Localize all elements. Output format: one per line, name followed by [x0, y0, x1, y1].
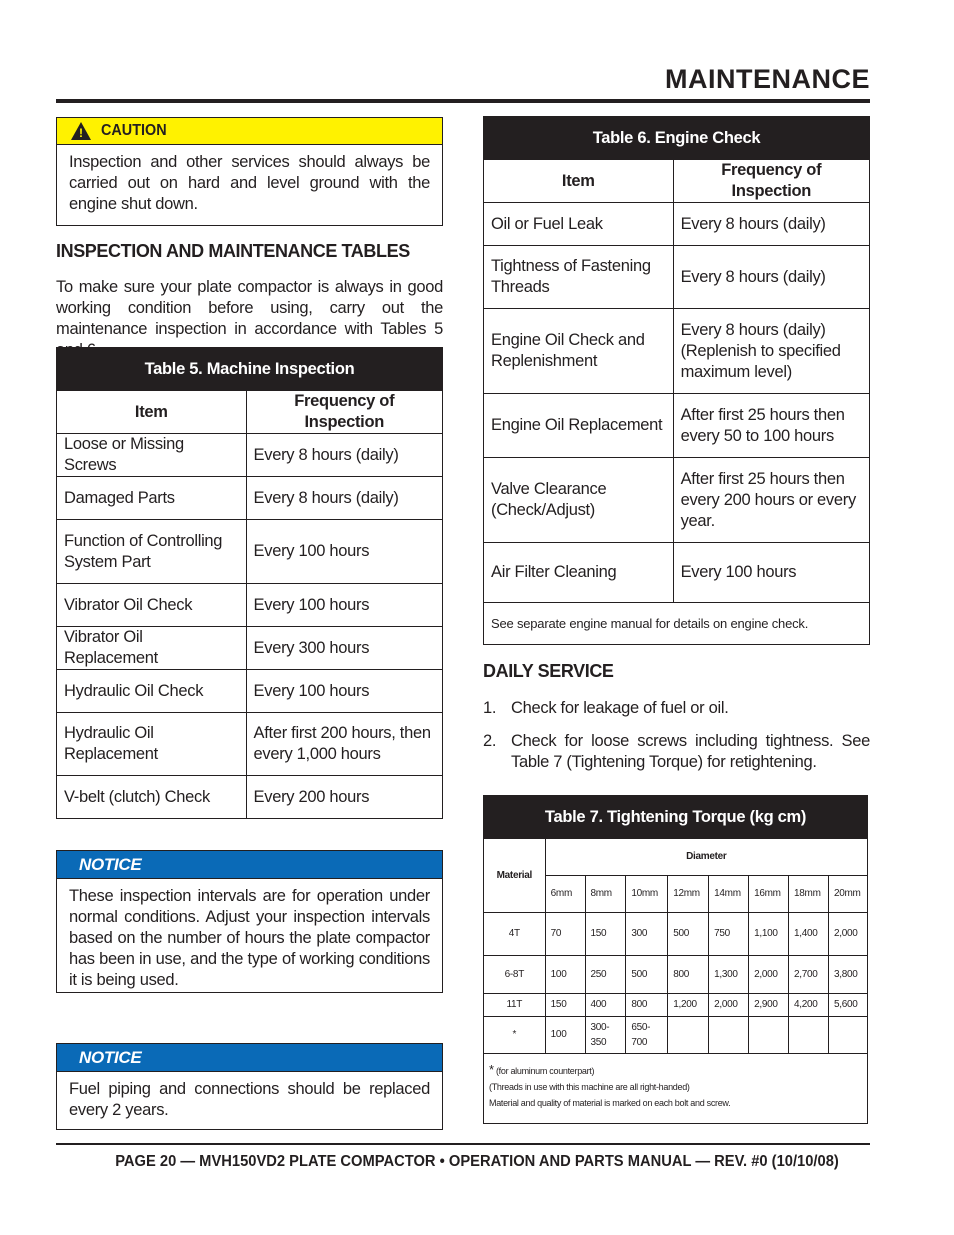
table6-freq: After first 25 hours then every 200 hours or every year. [673, 458, 869, 543]
table7-value: 5,600 [828, 994, 867, 1017]
table6-footnote: See separate engine manual for details on engine check. [484, 603, 870, 645]
table-row [484, 913, 868, 956]
table7-diameter: 14mm [709, 876, 749, 913]
table7-value: 100 [545, 956, 585, 994]
table7-note: (for aluminum counterpart) [495, 1066, 595, 1076]
table5-freq: After first 200 hours, then every 1,000 hours [246, 713, 442, 776]
table5-item: Hydraulic Oil Replacement [57, 713, 247, 776]
table7-value: 800 [626, 994, 668, 1017]
table6-freq: Every 8 hours (daily) (Replenish to specified maximum level) [673, 309, 869, 394]
table5-item: Loose or Missing Screws [57, 434, 247, 477]
table5-item: Vibrator Oil Check [57, 584, 247, 627]
table7-diameter: 16mm [749, 876, 789, 913]
table6-freq: After first 25 hours then every 50 to 100 hours [673, 394, 869, 458]
table-row [484, 246, 870, 309]
table5-item: Function of Controlling System Part [57, 520, 247, 584]
table7-note: (Threads in use with this machine are all right-handed) [489, 1082, 690, 1092]
table5-col-frequency: Frequency of Inspection [246, 391, 442, 434]
table7-value: 1,100 [749, 913, 789, 956]
table5-item: Damaged Parts [57, 477, 247, 520]
list-item [483, 731, 870, 773]
table-row [57, 776, 443, 819]
table-tightening-torque [483, 795, 868, 1124]
table7-caption: Table 7. Tightening Torque (kg cm) [484, 796, 868, 839]
table7-value: 800 [668, 956, 709, 994]
table7-value: 100 [545, 1017, 585, 1054]
list-number: 1. [483, 699, 497, 717]
inspection-heading: INSPECTION AND MAINTENANCE TABLES [56, 241, 410, 261]
notice-label: NOTICE [57, 1044, 442, 1072]
table7-value: 1,400 [789, 913, 829, 956]
table7-value: 1,200 [668, 994, 709, 1017]
header-rule [56, 99, 870, 103]
table7-value: 150 [585, 913, 626, 956]
table7-material: 6-8T [484, 956, 546, 994]
table5-item: Vibrator Oil Replacement [57, 627, 247, 670]
table7-value: 70 [545, 913, 585, 956]
page-title: MAINTENANCE [665, 64, 870, 94]
table7-value [789, 1017, 829, 1054]
table6-col-frequency: Frequency of Inspection [673, 160, 869, 203]
table6-item: Air Filter Cleaning [484, 543, 674, 603]
notice-box-intervals [56, 850, 443, 993]
table6-item: Tightness of Fastening Threads [484, 246, 674, 309]
table7-diameter: 12mm [668, 876, 709, 913]
table7-material: * [484, 1017, 546, 1054]
caution-text: Inspection and other services should always be carried out on hard and level ground with the engine shut down. [69, 153, 430, 213]
caution-box [56, 117, 443, 226]
table7-value: 400 [585, 994, 626, 1017]
table5-item: V-belt (clutch) Check [57, 776, 247, 819]
table6-item: Engine Oil Check and Replenishment [484, 309, 674, 394]
table7-value: 2,700 [789, 956, 829, 994]
table7-value: 300 [626, 913, 668, 956]
table-row [484, 309, 870, 394]
notice-text: These inspection intervals are for operation under normal conditions. Adjust your inspection intervals based on the number of hours the plate compactor has been in use, and the type of working conditions it is being used. [69, 887, 430, 989]
notice-box-fuel-piping [56, 1043, 443, 1130]
table7-value: 650-700 [626, 1017, 668, 1054]
table6-freq: Every 8 hours (daily) [673, 203, 869, 246]
table-row [484, 956, 868, 994]
table7-col-diameter: Diameter [545, 839, 867, 876]
table5-freq: Every 100 hours [246, 520, 442, 584]
table7-diameter: 8mm [585, 876, 626, 913]
table7-value: 4,200 [789, 994, 829, 1017]
table7-col-material: Material [484, 839, 546, 913]
notice-text: Fuel piping and connections should be replaced every 2 years. [69, 1080, 430, 1119]
table7-value: 150 [545, 994, 585, 1017]
caution-header [57, 118, 442, 145]
table5-freq: Every 8 hours (daily) [246, 434, 442, 477]
table6-item: Oil or Fuel Leak [484, 203, 674, 246]
inspection-paragraph: To make sure your plate compactor is always in good working condition before using, carry out the maintenance inspection in accordance with Tables 5 [56, 278, 443, 338]
table-engine-check [483, 116, 870, 645]
table-row [57, 670, 443, 713]
table5-caption: Table 5. Machine Inspection [57, 348, 443, 391]
table6-col-item: Item [484, 160, 674, 203]
table7-value: 500 [668, 913, 709, 956]
list-text: Check for leakage of fuel or oil. [511, 699, 729, 717]
table-row [57, 434, 443, 477]
table7-value: 3,800 [828, 956, 867, 994]
table7-value: 500 [626, 956, 668, 994]
table-row [57, 584, 443, 627]
table6-item: Valve Clearance (Check/Adjust) [484, 458, 674, 543]
table-row [484, 1017, 868, 1054]
list-item [483, 698, 870, 719]
table7-value [668, 1017, 709, 1054]
page-footer: PAGE 20 — MVH150VD2 PLATE COMPACTOR • OPERATION AND PARTS MANUAL — REV. #0 (10/10/08) [115, 1153, 839, 1170]
list-text: Check for loose screws including tightness. See Table 7 (Tightening Torque) for retightening. [511, 732, 870, 771]
table7-value: 2,000 [749, 956, 789, 994]
table-row [57, 627, 443, 670]
table-row [484, 994, 868, 1017]
list-number: 2. [483, 732, 497, 750]
table5-freq: Every 200 hours [246, 776, 442, 819]
table7-value: 300-350 [585, 1017, 626, 1054]
table7-diameter: 6mm [545, 876, 585, 913]
table5-freq: Every 100 hours [246, 670, 442, 713]
table7-value: 750 [709, 913, 749, 956]
table-row [484, 543, 870, 603]
table7-value [709, 1017, 749, 1054]
table-row [484, 458, 870, 543]
table7-notes [484, 1054, 868, 1124]
table6-caption: Table 6. Engine Check [484, 117, 870, 160]
table7-material: 11T [484, 994, 546, 1017]
table7-note: Material and quality of material is marked on each bolt and screw. [489, 1098, 731, 1108]
table6-item: Engine Oil Replacement [484, 394, 674, 458]
table7-value [749, 1017, 789, 1054]
table5-freq: Every 100 hours [246, 584, 442, 627]
table-row [57, 477, 443, 520]
table7-diameter: 20mm [828, 876, 867, 913]
table7-asterisk: * [489, 1062, 494, 1077]
table-row [484, 394, 870, 458]
table7-value: 2,000 [828, 913, 867, 956]
table-machine-inspection [56, 347, 443, 819]
table-row [57, 520, 443, 584]
table7-value: 2,000 [709, 994, 749, 1017]
table5-item: Hydraulic Oil Check [57, 670, 247, 713]
daily-service-heading: DAILY SERVICE [483, 661, 614, 681]
footer-rule [56, 1143, 870, 1145]
table7-value: 250 [585, 956, 626, 994]
table7-value: 2,900 [749, 994, 789, 1017]
table7-value [828, 1017, 867, 1054]
warning-triangle-icon: ! [71, 122, 91, 140]
table5-freq: Every 8 hours (daily) [246, 477, 442, 520]
caution-label: CAUTION [101, 122, 167, 139]
table7-material: 4T [484, 913, 546, 956]
table7-diameter: 10mm [626, 876, 668, 913]
table5-freq: Every 300 hours [246, 627, 442, 670]
table-row [484, 203, 870, 246]
table7-value: 1,300 [709, 956, 749, 994]
table-row [57, 713, 443, 776]
table6-freq: Every 8 hours (daily) [673, 246, 869, 309]
notice-label: NOTICE [57, 851, 442, 879]
table7-diameter: 18mm [789, 876, 829, 913]
table5-col-item: Item [57, 391, 247, 434]
table6-freq: Every 100 hours [673, 543, 869, 603]
